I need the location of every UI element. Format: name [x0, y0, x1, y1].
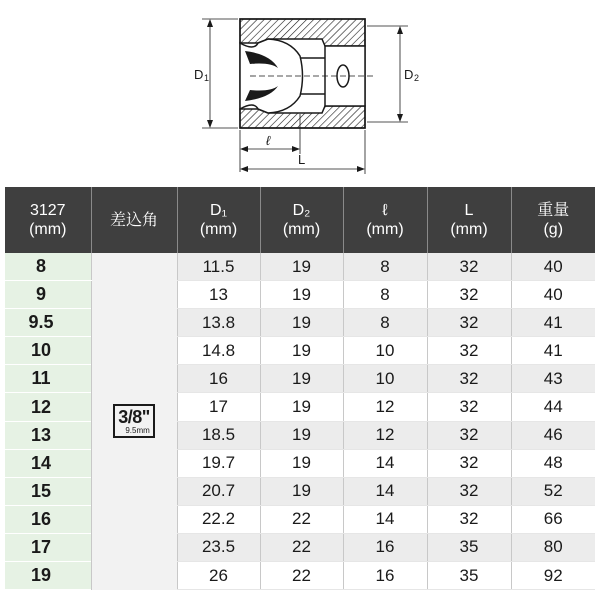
l-length-cell: 32	[427, 477, 511, 505]
drive-size-badge	[113, 404, 155, 438]
l-depth-cell: 14	[343, 477, 427, 505]
l-depth-cell: 12	[343, 393, 427, 421]
l-length-cell: 32	[427, 253, 511, 281]
size-value: 17	[30, 536, 52, 557]
size-value: 9.5	[28, 312, 54, 333]
size-cell	[5, 253, 91, 281]
l-depth-cell: 10	[343, 365, 427, 393]
l-depth-cell: 10	[343, 337, 427, 365]
size-cell	[5, 477, 91, 505]
d2-cell: 19	[260, 393, 343, 421]
size-cell	[5, 505, 91, 533]
d2-cell: 19	[260, 365, 343, 393]
size-value: 11	[31, 368, 51, 389]
l-length-cell: 32	[427, 393, 511, 421]
d1-cell: 11.5	[177, 253, 260, 281]
l-depth-cell: 14	[343, 505, 427, 533]
d2-cell: 22	[260, 562, 343, 590]
size-value: 15	[30, 480, 52, 501]
weight-cell: 40	[511, 253, 595, 281]
weight-cell: 66	[511, 505, 595, 533]
weight-cell: 41	[511, 337, 595, 365]
size-value: 10	[30, 340, 52, 361]
table-row	[5, 253, 595, 281]
weight-cell: 48	[511, 449, 595, 477]
header-l-length: L (mm)	[427, 187, 511, 253]
header-d2: D₂ (mm)	[260, 187, 343, 253]
header-row	[5, 187, 595, 253]
d1-label-sub: 1	[204, 73, 210, 83]
d1-cell: 13.8	[177, 309, 260, 337]
d2-cell: 19	[260, 337, 343, 365]
d2-label: D	[404, 67, 414, 82]
d2-cell: 22	[260, 505, 343, 533]
l-depth-cell: 8	[343, 281, 427, 309]
d1-cell: 14.8	[177, 337, 260, 365]
spec-table	[5, 187, 595, 590]
d1-cell: 13	[177, 281, 260, 309]
d2-cell: 19	[260, 449, 343, 477]
size-cell	[5, 449, 91, 477]
size-value: 16	[30, 508, 52, 529]
size-cell	[5, 562, 91, 590]
size-cell	[5, 309, 91, 337]
header-weight: 重量 (g)	[511, 187, 595, 253]
weight-cell: 41	[511, 309, 595, 337]
socket-cross-section	[150, 6, 450, 178]
size-value: 8	[35, 256, 46, 277]
size-value: 13	[30, 424, 52, 445]
d2-label-sub: 2	[414, 73, 420, 83]
d2-cell: 19	[260, 477, 343, 505]
weight-cell: 80	[511, 533, 595, 561]
d1-cell: 16	[177, 365, 260, 393]
l-length-cell: 32	[427, 505, 511, 533]
l-depth-cell: 16	[343, 533, 427, 561]
drive-size-sub: 9.5mm	[125, 426, 150, 436]
l-length-cell: 32	[427, 309, 511, 337]
d2-cell: 19	[260, 253, 343, 281]
d2-cell: 19	[260, 421, 343, 449]
d2-cell: 19	[260, 281, 343, 309]
size-cell	[5, 365, 91, 393]
header-l-depth: ℓ (mm)	[343, 187, 427, 253]
size-value: 9	[35, 284, 46, 305]
d1-cell: 18.5	[177, 421, 260, 449]
drive-size-main: 3/8"	[118, 407, 150, 428]
l-length-cell: 35	[427, 533, 511, 561]
d2-cell: 19	[260, 309, 343, 337]
l-depth-cell: 8	[343, 309, 427, 337]
l-length-cell: 32	[427, 449, 511, 477]
l-length-cell: 32	[427, 281, 511, 309]
size-cell	[5, 281, 91, 309]
d1-cell: 20.7	[177, 477, 260, 505]
d1-cell: 23.5	[177, 533, 260, 561]
l-length-cell: 32	[427, 337, 511, 365]
size-cell	[5, 337, 91, 365]
size-cell	[5, 421, 91, 449]
socket-diagram	[150, 6, 450, 178]
weight-cell: 52	[511, 477, 595, 505]
l-depth-cell: 12	[343, 421, 427, 449]
header-d1: D₁ (mm)	[177, 187, 260, 253]
size-cell	[5, 393, 91, 421]
weight-cell: 43	[511, 365, 595, 393]
weight-cell: 46	[511, 421, 595, 449]
d1-cell: 22.2	[177, 505, 260, 533]
size-value: 19	[30, 565, 52, 586]
d2-cell: 22	[260, 533, 343, 561]
l-length-cell: 32	[427, 365, 511, 393]
l-depth-cell: 14	[343, 449, 427, 477]
l-length-cell: 35	[427, 562, 511, 590]
d1-cell: 17	[177, 393, 260, 421]
l-length-label: L	[298, 152, 306, 167]
d1-cell: 26	[177, 562, 260, 590]
size-cell	[5, 533, 91, 561]
weight-cell: 92	[511, 562, 595, 590]
weight-cell: 44	[511, 393, 595, 421]
l-depth-cell: 16	[343, 562, 427, 590]
size-value: 14	[30, 452, 52, 473]
spec-table-body	[5, 253, 595, 590]
d2-dimension	[367, 26, 408, 122]
l-depth-cell: 8	[343, 253, 427, 281]
l-length-cell: 32	[427, 421, 511, 449]
header-drive: 差込角	[91, 187, 177, 253]
size-value: 12	[30, 396, 52, 417]
header-size: 3127 (mm)	[5, 187, 91, 253]
socket-body	[240, 19, 375, 128]
d1-cell: 19.7	[177, 449, 260, 477]
l-depth-label: ℓ	[266, 133, 271, 148]
d1-label: D	[194, 67, 204, 82]
drive-size-cell	[91, 253, 177, 590]
weight-cell: 40	[511, 281, 595, 309]
